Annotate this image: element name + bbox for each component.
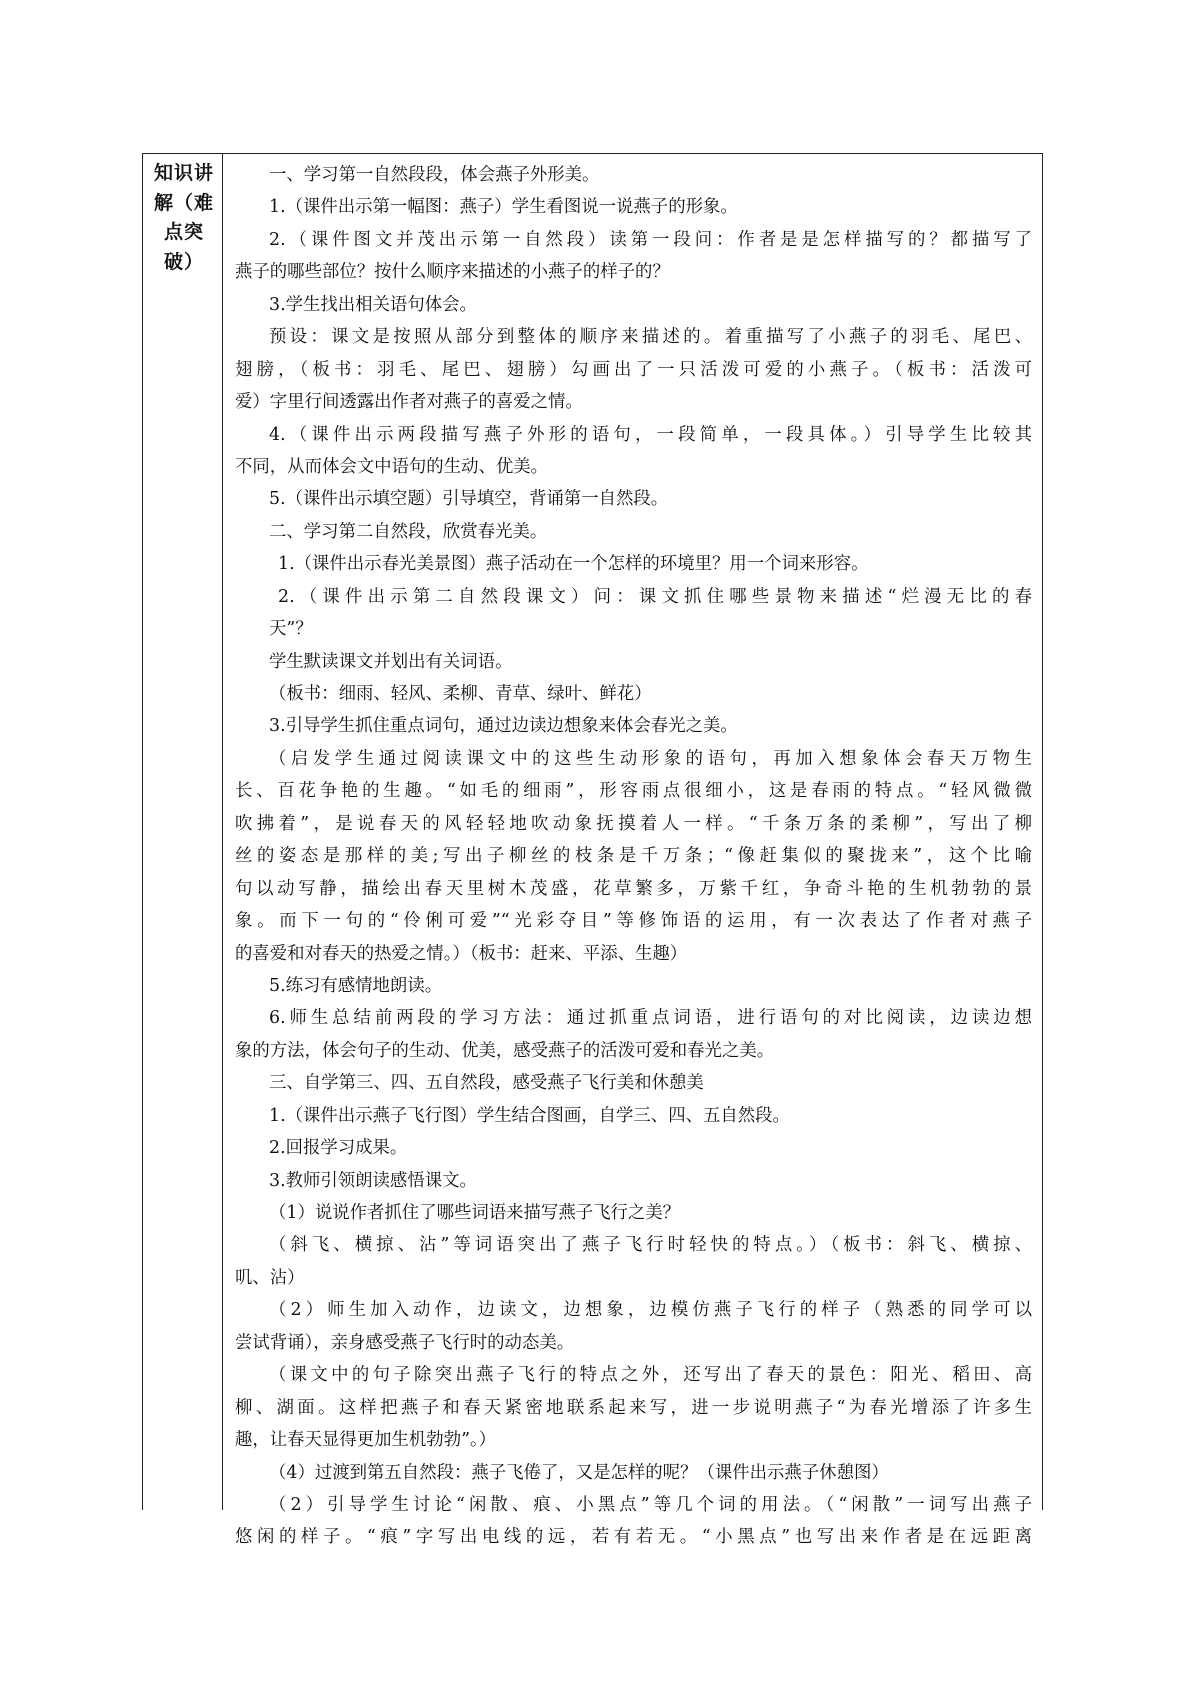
text-line: 爱）字里行间透露出作者对燕子的喜爱之情。 — [235, 392, 583, 413]
text-line: 尝试背诵），亲身感受燕子飞行时的动态美。 — [235, 1332, 575, 1353]
text-line: 预设：课文是按照从部分到整体的顺序来描述的。着重描写了小燕子的羽毛、尾巴、 — [269, 327, 1032, 348]
text-line: 叽、沾） — [235, 1267, 305, 1288]
text-line: 3.学生找出相关语句体会。 — [269, 294, 477, 315]
text-line: 1.（课件出示春光美景图）燕子活动在一个怎样的环境里？用一个词来形容。 — [278, 554, 869, 575]
text-line: 柳、湖面。这样把燕子和春天紧密地联系起来写，进一步说明燕子“为春光增添了许多生 — [235, 1397, 1032, 1418]
section-label: 知识讲解（难点突破） — [153, 162, 214, 273]
text-line: 三、自学第三、四、五自然段，感受燕子飞行美和休憩美 — [269, 1073, 704, 1094]
text-line: 悠闲的样子。“痕”字写出电线的远，若有若无。“小黑点”也写出来作者是在远距离 — [235, 1527, 1032, 1548]
text-line: 1.（课件出示燕子飞行图）学生结合图画，自学三、四、五自然段。 — [269, 1105, 790, 1126]
text-line: （1）说说作者抓住了哪些词语来描写燕子飞行之美？ — [269, 1203, 681, 1223]
text-line: 句以动写静，描绘出春天里树木茂盛，花草繁多，万紫千红，争奇斗艳的生机勃勃的景 — [235, 878, 1032, 899]
label-cell — [143, 154, 223, 1510]
text-line: （启发学生通过阅读课文中的这些生动形象的语句，再加入想象体会春天万物生 — [269, 748, 1032, 769]
text-line: 2.回报学习成果。 — [269, 1138, 408, 1159]
text-line: （4）过渡到第五自然段：燕子飞倦了，又是怎样的呢？（课件出示燕子休憩图） — [269, 1462, 889, 1483]
text-line: 翅膀，（板书：羽毛、尾巴、翅膀）勾画出了一只活泼可爱的小燕子。（板书：活泼可 — [235, 359, 1032, 380]
text-line: 丝的姿态是那样的美;写出子柳丝的枝条是千万条；“像赶集似的聚拢来”，这个比喻 — [235, 846, 1032, 867]
text-line: 4.（课件出示两段描写燕子外形的语句，一段简单，一段具体。）引导学生比较其 — [269, 424, 1032, 445]
content-cell — [223, 154, 1042, 1548]
text-line: 1.（课件出示第一幅图：燕子）学生看图说一说燕子的形象。 — [269, 197, 738, 218]
text-line: 3.教师引领朗读感悟课文。 — [269, 1170, 477, 1191]
text-line: 的喜爱和对春天的热爱之情。）（板书：赶来、平添、生趣） — [235, 943, 688, 964]
text-line: 2.（课件出示第二自然段课文）问：课文抓住哪些景物来描述“烂漫无比的春 — [278, 586, 1032, 607]
text-line: 5.练习有感情地朗读。 — [269, 975, 443, 996]
text-line: 3.引导学生抓住重点词句，通过边读边想象来体会春光之美。 — [269, 716, 738, 737]
text-line: 学生默读课文并划出有关词语。 — [269, 651, 513, 672]
lesson-table — [142, 153, 1043, 1548]
text-line: 象。而下一句的“伶俐可爱”“光彩夺目”等修饰语的运用，有一次表达了作者对燕子 — [235, 911, 1032, 932]
text-line: 6.师生总结前两段的学习方法：通过抓重点词语，进行语句的对比阅读，边读边想 — [269, 1008, 1032, 1029]
text-line: （课文中的句子除突出燕子飞行的特点之外，还写出了春天的景色：阳光、稻田、高 — [269, 1365, 1032, 1386]
text-line: 吹拂着”，是说春天的风轻轻地吹动象抚摸着人一样。“千条万条的柔柳”，写出了柳 — [235, 813, 1032, 834]
text-line: 趣，让春天显得更加生机勃勃”。） — [235, 1430, 497, 1451]
text-line: （2）引导学生讨论“闲散、痕、小黑点”等几个词的用法。（“闲散”一词写出燕子 — [269, 1494, 1032, 1515]
text-line: 不同，从而体会文中语句的生动、优美。 — [235, 456, 549, 477]
text-line: 天”？ — [269, 619, 313, 640]
text-line: （2）师生加入动作，边读文，边想象，边模仿燕子飞行的样子（熟悉的同学可以 — [269, 1300, 1032, 1321]
text-line: 燕子的哪些部位？按什么顺序来描述的小燕子的样子的？ — [235, 262, 670, 283]
text-line: 2.（课件图文并茂出示第一自然段）读第一段问：作者是是怎样描写的？都描写了 — [269, 229, 1032, 250]
text-line: 5.（课件出示填空题）引导填空，背诵第一自然段。 — [269, 489, 669, 510]
content-lines — [223, 159, 1042, 1554]
text-line: （板书：细雨、轻风、柔柳、青草、绿叶、鲜花） — [269, 684, 652, 704]
text-line: （斜飞、横掠、沾”等词语突出了燕子飞行时轻快的特点。）（板书：斜飞、横掠、 — [269, 1235, 1032, 1256]
text-line: 象的方法，体会句子的生动、优美，感受燕子的活泼可爱和春光之美。 — [235, 1040, 775, 1061]
text-line: 长、百花争艳的生趣。“如毛的细雨”，形容雨点很细小，这是春雨的特点。“轻风微微 — [235, 781, 1032, 802]
text-line: 一、学习第一自然段段，体会燕子外形美。 — [269, 165, 600, 185]
text-line: 二、学习第二自然段，欣赏春光美。 — [269, 521, 548, 542]
